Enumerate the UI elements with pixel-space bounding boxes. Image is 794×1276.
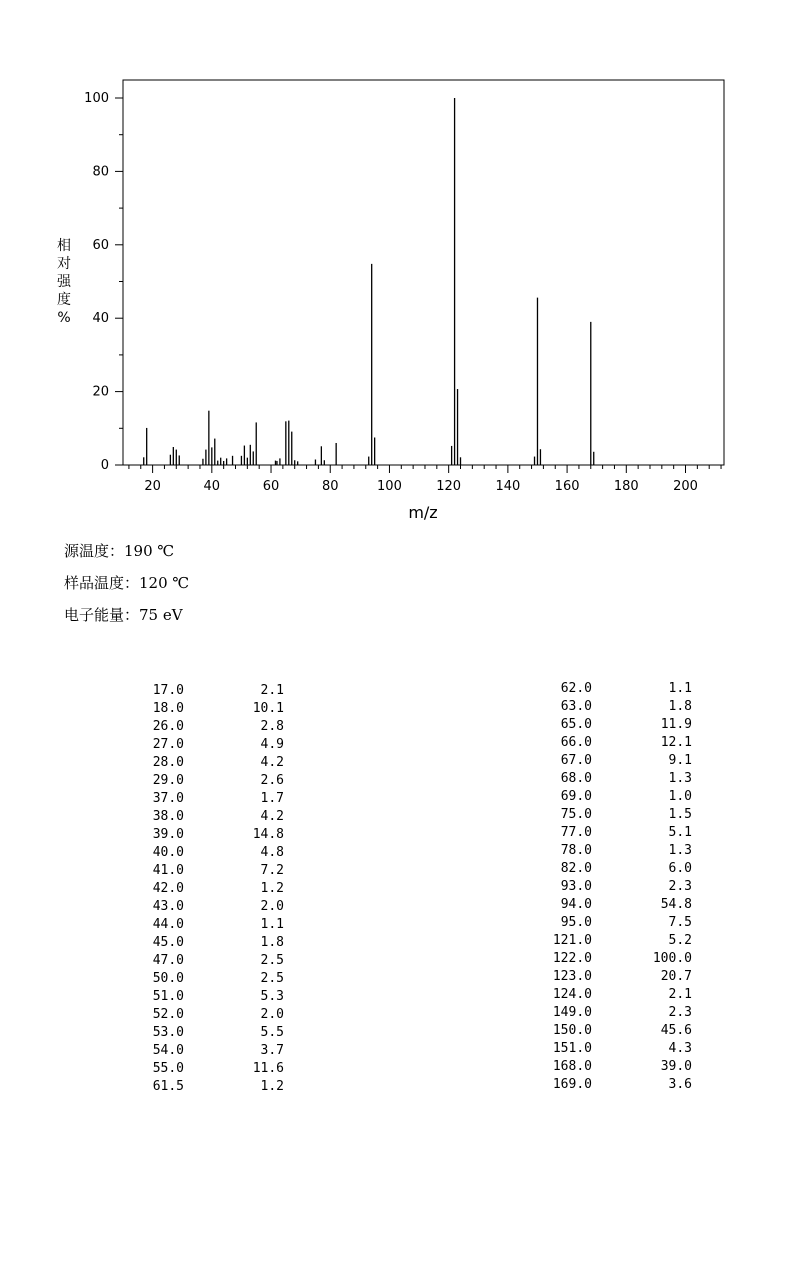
peak-mz: 150.0 — [552, 1023, 592, 1038]
peak-mz: 66.0 — [560, 735, 592, 750]
peak-mz: 27.0 — [152, 737, 184, 752]
peak-row — [552, 698, 692, 716]
peak-mz: 54.0 — [152, 1043, 184, 1058]
peak-intensity: 1.7 — [260, 791, 284, 806]
peak-intensity: 100.0 — [652, 951, 692, 966]
peak-row — [144, 916, 284, 934]
peak-mz: 93.0 — [560, 879, 592, 894]
peak-intensity: 1.1 — [260, 917, 284, 932]
y-label-char: 相 — [57, 238, 71, 254]
peak-row — [552, 842, 692, 860]
peak-mz: 78.0 — [560, 843, 592, 858]
peak-row — [552, 968, 692, 986]
sample-temperature: 样品温度：120 ℃ — [64, 574, 190, 592]
y-tick-label: 20 — [92, 384, 109, 400]
peak-row — [552, 986, 692, 1004]
peak-mz: 149.0 — [552, 1005, 592, 1020]
peak-mz: 75.0 — [560, 807, 592, 822]
x-tick-label: 60 — [262, 479, 280, 494]
peak-row — [144, 736, 284, 754]
peak-row — [552, 1004, 692, 1022]
peak-intensity: 39.0 — [660, 1059, 692, 1074]
peak-intensity: 1.2 — [260, 881, 284, 896]
peak-intensity: 7.2 — [260, 863, 284, 878]
peak-intensity: 3.7 — [260, 1043, 284, 1058]
peak-row — [552, 752, 692, 770]
x-tick-label: 160 — [554, 479, 580, 494]
x-tick-label: 140 — [495, 479, 521, 494]
peak-mz: 168.0 — [552, 1059, 592, 1074]
peak-intensity: 1.0 — [668, 789, 692, 804]
peak-mz: 42.0 — [152, 881, 184, 896]
peak-row — [144, 988, 284, 1006]
peak-row — [144, 682, 284, 700]
peak-row — [144, 790, 284, 808]
x-tick-label: 120 — [436, 479, 462, 494]
y-tick-label: 80 — [92, 164, 109, 180]
peak-row — [552, 824, 692, 842]
peak-intensity: 2.0 — [260, 899, 284, 914]
peak-row — [144, 970, 284, 988]
peak-row — [552, 914, 692, 932]
x-tick-label: 80 — [321, 479, 339, 494]
peak-row — [552, 860, 692, 878]
peak-mz: 26.0 — [152, 719, 184, 734]
mass-spectrum-chart — [0, 0, 794, 530]
peak-intensity: 11.9 — [660, 717, 692, 732]
peak-row — [144, 700, 284, 718]
peak-mz: 63.0 — [560, 699, 592, 714]
peak-row — [552, 878, 692, 896]
peak-intensity: 7.5 — [668, 915, 692, 930]
x-tick-label: 200 — [673, 479, 698, 494]
peak-row — [144, 808, 284, 826]
peak-row — [552, 716, 692, 734]
y-tick-label: 40 — [92, 311, 109, 327]
source-temperature: 源温度：190 ℃ — [64, 542, 175, 560]
peak-intensity: 2.8 — [260, 719, 284, 734]
y-tick-label: 100 — [84, 91, 109, 106]
peak-row — [144, 1078, 284, 1096]
peak-row — [144, 754, 284, 772]
peak-mz: 17.0 — [152, 683, 184, 698]
peak-intensity: 2.3 — [668, 1005, 692, 1020]
peak-mz: 77.0 — [560, 825, 592, 840]
peak-row — [552, 734, 692, 752]
peak-row — [144, 826, 284, 844]
x-axis-label: m/z — [408, 503, 438, 522]
peak-mz: 122.0 — [552, 951, 592, 966]
peak-intensity: 1.5 — [668, 807, 692, 822]
peak-intensity: 2.3 — [668, 879, 692, 894]
peak-intensity: 45.6 — [660, 1023, 692, 1038]
peak-intensity: 1.2 — [260, 1079, 284, 1094]
peak-intensity: 12.1 — [660, 735, 692, 750]
peak-intensity: 2.1 — [668, 987, 692, 1002]
y-label-char: 度 — [57, 292, 71, 308]
peak-row — [144, 772, 284, 790]
peak-intensity: 54.8 — [660, 897, 692, 912]
peak-row — [552, 950, 692, 968]
peak-row — [552, 788, 692, 806]
peak-intensity: 2.5 — [260, 971, 284, 986]
peak-intensity: 5.1 — [668, 825, 692, 840]
peak-intensity: 5.2 — [668, 933, 692, 948]
peak-mz: 95.0 — [560, 915, 592, 930]
peak-intensity: 2.5 — [260, 953, 284, 968]
peak-mz: 47.0 — [152, 953, 184, 968]
peak-mz: 39.0 — [152, 827, 184, 842]
peak-intensity: 5.3 — [260, 989, 284, 1004]
peak-intensity: 4.9 — [260, 737, 284, 752]
peak-mz: 37.0 — [152, 791, 184, 806]
peak-row — [144, 880, 284, 898]
peak-table-right — [552, 680, 692, 1094]
peak-row — [144, 718, 284, 736]
peak-row — [552, 680, 692, 698]
peak-mz: 151.0 — [552, 1041, 592, 1056]
y-label-char: 强 — [57, 274, 71, 290]
peak-intensity: 1.8 — [260, 935, 284, 950]
peak-row — [144, 862, 284, 880]
peak-row — [552, 806, 692, 824]
peak-intensity: 14.8 — [252, 827, 284, 842]
peak-intensity: 1.3 — [668, 843, 692, 858]
peak-row — [552, 1040, 692, 1058]
peak-mz: 123.0 — [552, 969, 592, 984]
peak-mz: 121.0 — [552, 933, 592, 948]
peak-mz: 82.0 — [560, 861, 592, 876]
peak-intensity: 9.1 — [668, 753, 692, 768]
peak-intensity: 4.2 — [260, 809, 284, 824]
peak-mz: 41.0 — [152, 863, 184, 878]
peak-row — [552, 1058, 692, 1076]
peak-intensity: 1.1 — [668, 681, 692, 696]
peak-mz: 62.0 — [560, 681, 592, 696]
peak-mz: 169.0 — [552, 1077, 592, 1092]
peak-row — [144, 934, 284, 952]
y-label-char: 对 — [57, 256, 71, 272]
peak-row — [144, 844, 284, 862]
peak-mz: 40.0 — [152, 845, 184, 860]
x-tick-label: 180 — [613, 479, 639, 494]
x-tick-label: 100 — [377, 479, 402, 494]
peak-mz: 28.0 — [152, 755, 184, 770]
peak-mz: 61.5 — [152, 1079, 184, 1094]
y-tick-label: 60 — [92, 237, 109, 253]
peak-mz: 53.0 — [152, 1025, 184, 1040]
peak-intensity: 4.3 — [668, 1041, 692, 1056]
peak-mz: 65.0 — [560, 717, 592, 732]
peak-mz: 44.0 — [152, 917, 184, 932]
peak-row — [144, 1024, 284, 1042]
peak-mz: 29.0 — [152, 773, 184, 788]
peak-mz: 55.0 — [152, 1061, 184, 1076]
peak-intensity: 5.5 — [260, 1025, 284, 1040]
peak-row — [552, 770, 692, 788]
peak-intensity: 11.6 — [252, 1061, 284, 1076]
peak-intensity: 2.1 — [260, 683, 284, 698]
peak-intensity: 10.1 — [252, 701, 284, 716]
peak-intensity: 1.8 — [668, 699, 692, 714]
peak-row — [144, 1060, 284, 1078]
peak-intensity: 2.0 — [260, 1007, 284, 1022]
peak-table-left — [144, 682, 284, 1096]
peak-intensity: 2.6 — [260, 773, 284, 788]
y-tick-label: 0 — [100, 458, 109, 473]
peak-intensity: 4.8 — [260, 845, 284, 860]
peak-intensity: 3.6 — [668, 1077, 692, 1092]
electron-energy: 电子能量：75 eV — [64, 606, 183, 624]
peak-row — [144, 1042, 284, 1060]
peak-mz: 51.0 — [152, 989, 184, 1004]
peak-mz: 52.0 — [152, 1007, 184, 1022]
peak-row — [552, 896, 692, 914]
x-tick-label: 40 — [203, 479, 221, 494]
plot-frame — [123, 80, 724, 465]
peak-intensity: 1.3 — [668, 771, 692, 786]
peak-row — [144, 952, 284, 970]
peak-row — [144, 898, 284, 916]
peak-mz: 43.0 — [152, 899, 184, 914]
peak-intensity: 20.7 — [660, 969, 692, 984]
x-tick-label: 20 — [144, 479, 161, 494]
peak-row — [552, 932, 692, 950]
peak-row — [552, 1076, 692, 1094]
peak-mz: 67.0 — [560, 753, 592, 768]
peak-intensity: 6.0 — [668, 861, 692, 876]
peak-mz: 68.0 — [560, 771, 592, 786]
peak-mz: 38.0 — [152, 809, 184, 824]
y-label-char: % — [57, 310, 71, 326]
peak-row — [144, 1006, 284, 1024]
peak-mz: 124.0 — [552, 987, 592, 1002]
peak-mz: 18.0 — [152, 701, 184, 716]
peak-mz: 50.0 — [152, 971, 184, 986]
peak-mz: 94.0 — [560, 897, 592, 912]
peak-intensity: 4.2 — [260, 755, 284, 770]
peak-row — [552, 1022, 692, 1040]
peak-mz: 69.0 — [560, 789, 592, 804]
peak-mz: 45.0 — [152, 935, 184, 950]
y-axis-label — [57, 237, 72, 326]
